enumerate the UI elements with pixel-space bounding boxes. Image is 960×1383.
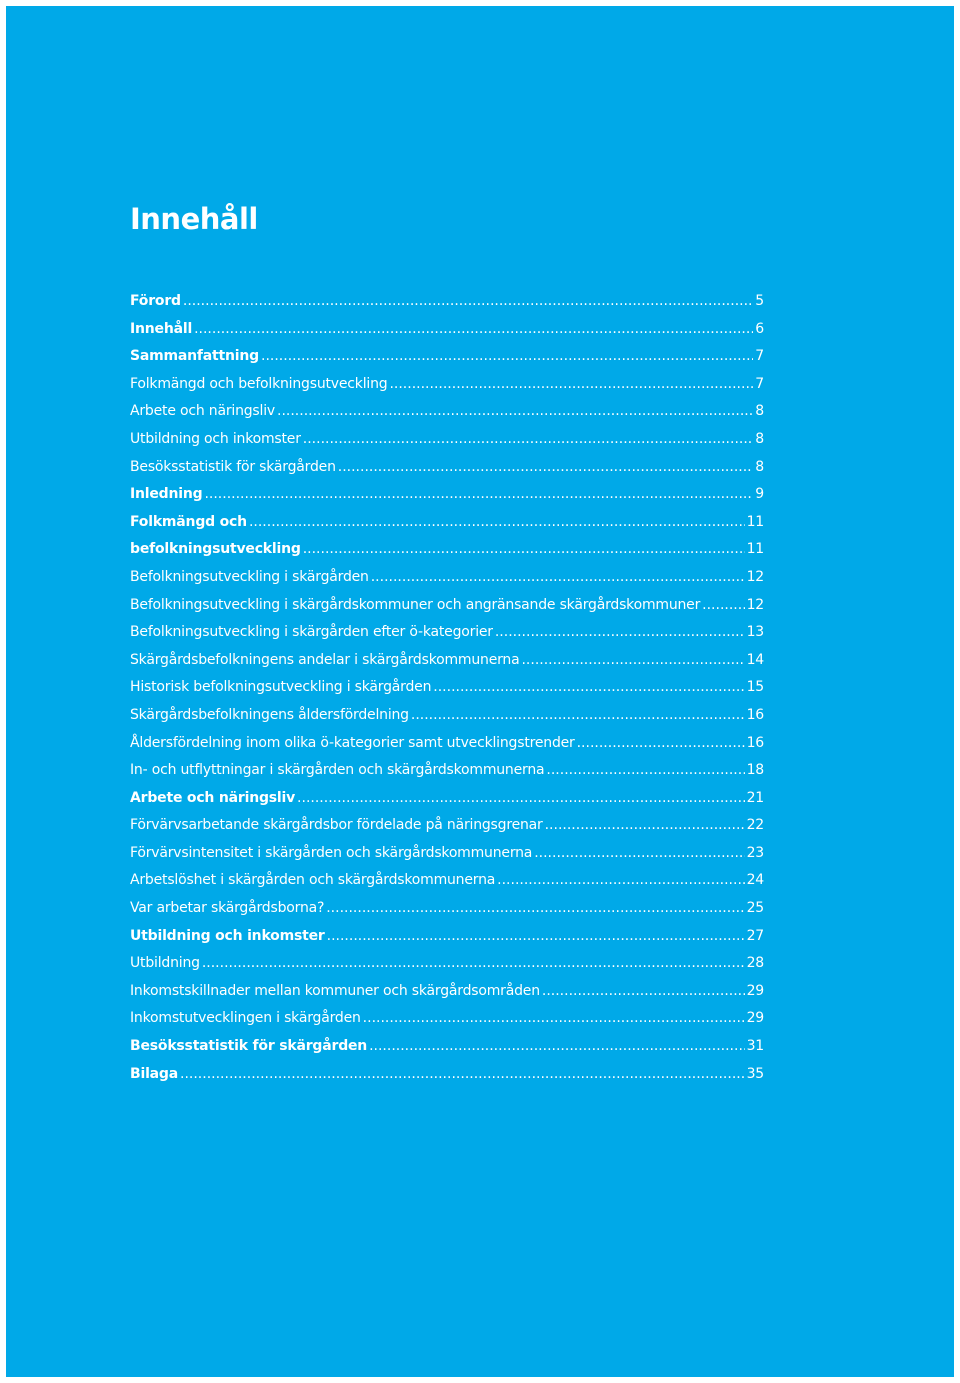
toc-entry-page-number: 31 bbox=[746, 1038, 764, 1055]
toc-entry-page-number: 18 bbox=[746, 762, 764, 779]
toc-entry[interactable] bbox=[130, 398, 764, 426]
toc-leader-dots bbox=[545, 812, 745, 840]
toc-entry-label: In- och utflyttningar i skärgården och skärgårdskommunerna bbox=[130, 762, 545, 779]
toc-entry[interactable] bbox=[130, 1033, 764, 1061]
toc-entry[interactable] bbox=[130, 923, 764, 951]
toc-entry-label: Bilaga bbox=[130, 1065, 178, 1082]
toc-entry-page-number: 7 bbox=[755, 348, 764, 365]
toc-entry[interactable] bbox=[130, 426, 764, 454]
toc-leader-dots bbox=[183, 288, 753, 316]
toc-leader-dots bbox=[521, 647, 744, 675]
toc-entry[interactable] bbox=[130, 454, 764, 482]
toc-entry-label: Skärgårdsbefolkningens andelar i skärgårdskommunerna bbox=[130, 651, 520, 668]
toc-entry-label: Folkmängd och bbox=[130, 513, 247, 530]
toc-leader-dots bbox=[327, 923, 745, 951]
toc-entry[interactable] bbox=[130, 592, 764, 620]
toc-entry[interactable] bbox=[130, 536, 764, 564]
toc-entry[interactable] bbox=[130, 785, 764, 813]
toc-leader-dots bbox=[326, 895, 744, 923]
toc-entry-page-number: 12 bbox=[746, 596, 764, 613]
toc-entry-page-number: 14 bbox=[746, 651, 764, 668]
toc-entry-page-number: 8 bbox=[755, 458, 764, 475]
toc-leader-dots bbox=[261, 343, 753, 371]
toc-entry-page-number: 8 bbox=[755, 403, 764, 420]
toc-entry[interactable] bbox=[130, 1061, 764, 1089]
toc-entry-label: Var arbetar skärgårdsborna? bbox=[130, 900, 325, 917]
toc-entry-page-number: 11 bbox=[746, 541, 764, 558]
toc-entry-page-number: 24 bbox=[746, 872, 764, 889]
toc-entry-page-number: 16 bbox=[746, 734, 764, 751]
toc-entry-page-number: 25 bbox=[746, 900, 764, 917]
toc-entry[interactable] bbox=[130, 316, 764, 344]
toc-entry[interactable] bbox=[130, 674, 764, 702]
toc-entry[interactable] bbox=[130, 895, 764, 923]
toc-entry[interactable] bbox=[130, 647, 764, 675]
toc-entry-label: Utbildning och inkomster bbox=[130, 927, 325, 944]
toc-entry-label: Skärgårdsbefolkningens åldersfördelning bbox=[130, 706, 409, 723]
toc-entry-page-number: 29 bbox=[746, 982, 764, 999]
toc-entry-label: Förvärvsarbetande skärgårdsbor fördelade på näringsgrenar bbox=[130, 817, 543, 834]
toc-entry-page-number: 21 bbox=[746, 789, 764, 806]
toc-entry-label: Innehåll bbox=[130, 320, 193, 337]
toc-entry-label: Besöksstatistik för skärgården bbox=[130, 458, 336, 475]
toc-entry[interactable] bbox=[130, 702, 764, 730]
toc-entry-label: Utbildning och inkomster bbox=[130, 430, 301, 447]
toc-entry-page-number: 11 bbox=[746, 513, 764, 530]
toc-entry[interactable] bbox=[130, 812, 764, 840]
page-background bbox=[6, 6, 954, 1377]
toc-entry-label: Befolkningsutveckling i skärgården efter ö-kategorier bbox=[130, 624, 493, 641]
toc-entry[interactable] bbox=[130, 867, 764, 895]
toc-entry[interactable] bbox=[130, 757, 764, 785]
toc-entry-page-number: 29 bbox=[746, 1010, 764, 1027]
toc-entry-label: Inkomstutvecklingen i skärgården bbox=[130, 1010, 361, 1027]
toc-entry-label: Arbete och näringsliv bbox=[130, 789, 296, 806]
toc-entry[interactable] bbox=[130, 288, 764, 316]
toc-entry-page-number: 7 bbox=[755, 375, 764, 392]
toc-leader-dots bbox=[389, 371, 753, 399]
toc-entry-page-number: 27 bbox=[746, 927, 764, 944]
toc-entry-page-number: 6 bbox=[755, 320, 764, 337]
toc-entry[interactable] bbox=[130, 978, 764, 1006]
toc-leader-dots bbox=[577, 730, 745, 758]
toc-leader-dots bbox=[433, 674, 744, 702]
toc-entry-label: Inledning bbox=[130, 486, 203, 503]
toc-leader-dots bbox=[702, 592, 744, 620]
toc-leader-dots bbox=[277, 398, 753, 426]
toc-entry[interactable] bbox=[130, 509, 764, 537]
toc-entry-page-number: 23 bbox=[746, 844, 764, 861]
toc-leader-dots bbox=[546, 757, 744, 785]
toc-entry-label: Arbete och näringsliv bbox=[130, 403, 275, 420]
toc-leader-dots bbox=[194, 316, 753, 344]
toc-entry-page-number: 15 bbox=[746, 679, 764, 696]
toc-leader-dots bbox=[204, 481, 753, 509]
page-title: Innehåll bbox=[130, 202, 258, 236]
toc-leader-dots bbox=[534, 840, 744, 868]
toc-entry-label: Sammanfattning bbox=[130, 348, 259, 365]
toc-entry-label: Åldersfördelning inom olika ö-kategorier samt utvecklingstrender bbox=[130, 734, 575, 751]
toc-entry-page-number: 13 bbox=[746, 624, 764, 641]
toc-entry[interactable] bbox=[130, 950, 764, 978]
toc-leader-dots bbox=[249, 509, 745, 537]
toc-entry[interactable] bbox=[130, 371, 764, 399]
toc-entry[interactable] bbox=[130, 564, 764, 592]
toc-entry-page-number: 9 bbox=[755, 486, 764, 503]
toc-leader-dots bbox=[297, 785, 745, 813]
toc-entry-page-number: 28 bbox=[746, 955, 764, 972]
toc-entry[interactable] bbox=[130, 481, 764, 509]
toc-entry-label: befolkningsutveckling bbox=[130, 541, 301, 558]
toc-entry-label: Folkmängd och befolkningsutveckling bbox=[130, 375, 388, 392]
toc-leader-dots bbox=[369, 1033, 745, 1061]
table-of-contents bbox=[130, 288, 764, 1088]
toc-entry-label: Besöksstatistik för skärgården bbox=[130, 1038, 368, 1055]
toc-entry[interactable] bbox=[130, 343, 764, 371]
toc-leader-dots bbox=[497, 867, 744, 895]
toc-entry-label: Historisk befolkningsutveckling i skärgården bbox=[130, 679, 432, 696]
toc-entry[interactable] bbox=[130, 619, 764, 647]
toc-entry-label: Inkomstskillnader mellan kommuner och skärgårdsområden bbox=[130, 982, 540, 999]
toc-entry[interactable] bbox=[130, 1005, 764, 1033]
toc-leader-dots bbox=[411, 702, 745, 730]
toc-entry-label: Befolkningsutveckling i skärgården bbox=[130, 568, 369, 585]
toc-entry-label: Arbetslöshet i skärgården och skärgårdskommunerna bbox=[130, 872, 496, 889]
toc-entry-page-number: 22 bbox=[746, 817, 764, 834]
toc-entry-label: Förord bbox=[130, 293, 181, 309]
toc-leader-dots bbox=[303, 426, 754, 454]
toc-entry-page-number: 12 bbox=[746, 568, 764, 585]
toc-leader-dots bbox=[371, 564, 745, 592]
toc-entry-label: Utbildning bbox=[130, 955, 200, 972]
toc-entry-page-number: 8 bbox=[755, 430, 764, 447]
toc-entry-page-number: 35 bbox=[746, 1065, 764, 1082]
toc-leader-dots bbox=[303, 536, 745, 564]
toc-leader-dots bbox=[202, 950, 745, 978]
toc-entry-label: Befolkningsutveckling i skärgårdskommuner och angränsande skärgårdskommuner bbox=[130, 596, 701, 613]
toc-entry-page-number: 16 bbox=[746, 706, 764, 723]
toc-leader-dots bbox=[495, 619, 745, 647]
toc-entry-label: Förvärvsintensitet i skärgården och skärgårdskommunerna bbox=[130, 844, 533, 861]
toc-leader-dots bbox=[542, 978, 745, 1006]
toc-leader-dots bbox=[363, 1005, 745, 1033]
toc-leader-dots bbox=[180, 1061, 745, 1089]
toc-leader-dots bbox=[338, 454, 754, 482]
toc-entry-page-number: 5 bbox=[755, 293, 764, 309]
toc-entry[interactable] bbox=[130, 730, 764, 758]
toc-entry[interactable] bbox=[130, 840, 764, 868]
